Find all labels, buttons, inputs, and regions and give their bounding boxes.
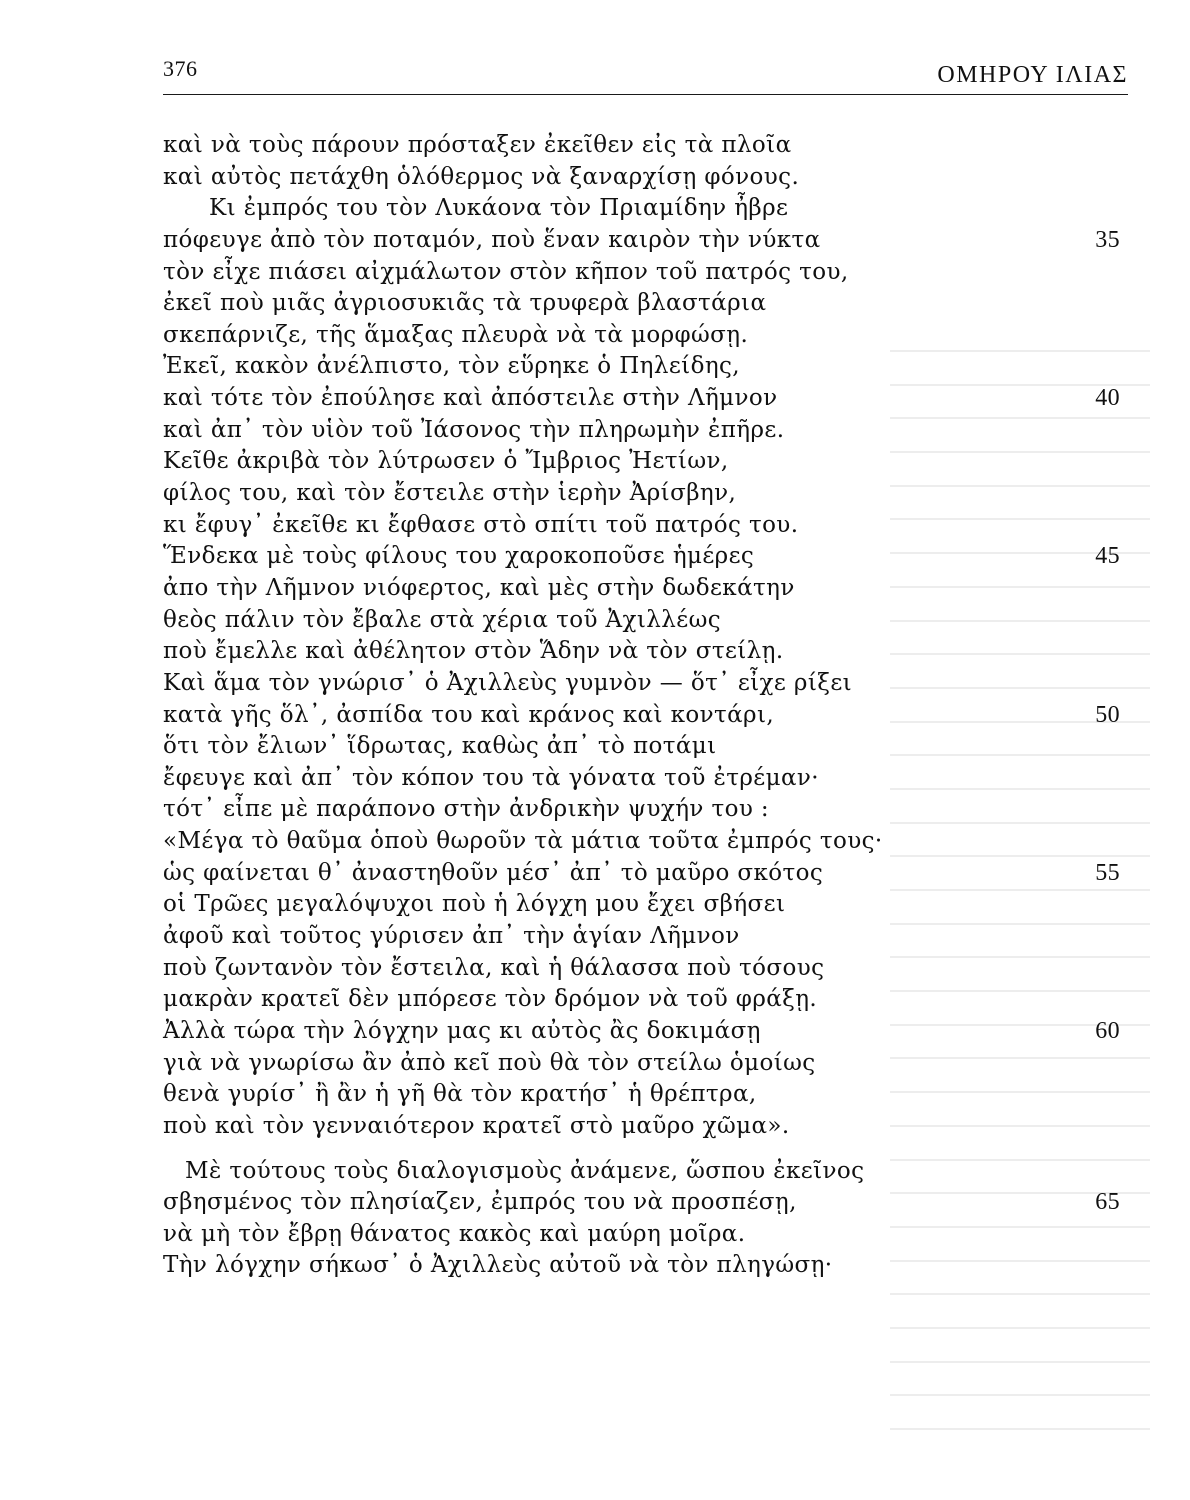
verse-line [163,763,1128,795]
verse-line [163,953,1128,985]
verse-text: νὰ μὴ τὸν ἔβρῃ θάνατος κακὸς καὶ μαύρη μοῖρα. [163,1220,746,1247]
verse-line [163,794,1128,826]
verse-text: ὡς φαίνεται θ᾽ ἀναστηθοῦν μέσ᾽ ἀπ᾽ τὸ μαῦρο σκότος [163,859,824,886]
verse-text: ποὺ ἔμελλε καὶ ἀθέλητον στὸν Ἅδην νὰ τὸν στείλῃ. [163,638,784,665]
verse-line [163,415,1128,447]
verse-line [163,510,1128,542]
verse-text: Ἀλλὰ τώρα τὴν λόγχην μας κι αὐτὸς ἂς δοκιμάσῃ [163,1017,761,1044]
verse-text: θενὰ γυρίσ᾽ ἢ ἂν ἡ γῆ θὰ τὸν κρατήσ᾽ ἡ θρέπτρα, [163,1081,757,1108]
line-number: 60 [1095,1017,1120,1044]
verse-text: τότ᾽ εἶπε μὲ παράπονο στὴν ἀνδρικὴν ψυχήν του : [163,796,770,823]
verse-text: καὶ αὐτὸς πετάχθη ὁλόθερμος νὰ ξαναρχίσῃ φόνους. [163,163,800,190]
verse-text: κατὰ γῆς ὅλ᾽, ἀσπίδα του καὶ κράνος καὶ κοντάρι, [163,701,775,728]
verse-line [163,130,1128,162]
page-header [163,52,1128,102]
verse-line [163,225,1128,257]
verse-line [163,162,1128,194]
verse-text: καὶ νὰ τοὺς πάρουν πρόσταξεν ἐκεῖθεν εἰς τὰ πλοῖα [163,132,792,158]
verse-line [163,1048,1128,1080]
verse-line [163,858,1128,890]
verse-text: ποὺ καὶ τὸν γενναιότερον κρατεῖ στὸ μαῦρο χῶμα». [163,1112,790,1139]
verse-text: φίλος του, καὶ τὸν ἔστειλε στὴν ἱερὴν Ἀρίσβην, [163,480,737,507]
verse-text: πόφευγε ἀπὸ τὸν ποταμόν, ποὺ ἕναν καιρὸν τὴν νύκτα [163,226,821,253]
verse-line [163,889,1128,921]
verse-text: σκεπάρνιζε, τῆς ἅμαξας πλευρὰ νὰ τὰ μορφώσῃ. [163,321,749,348]
verse-text: μακρὰν κρατεῖ δὲν μπόρεσε τὸν δρόμον νὰ τοῦ φράξῃ. [163,986,818,1013]
verse-line [163,1219,1128,1251]
verse-line [163,921,1128,953]
line-number: 45 [1095,543,1120,570]
line-number: 55 [1095,859,1120,886]
verse-line [163,1187,1128,1219]
verse-text: ἐκεῖ ποὺ μιᾶς ἀγριοσυκιᾶς τὰ τρυφερὰ βλαστάρια [163,290,767,317]
poem-text [163,130,1128,1282]
verse-line [163,1016,1128,1048]
verse-text: ὅτι τὸν ἔλιων᾽ ἵδρωτας, καθὼς ἀπ᾽ τὸ ποτάμι [163,733,717,760]
verse-line [163,826,1128,858]
verse-line [163,605,1128,637]
verse-line [163,446,1128,478]
verse-line [163,1156,1128,1188]
verse-text: ἀφοῦ καὶ τοῦτος γύρισεν ἀπ᾽ τὴν ἁγίαν Λῆμνον [163,923,740,950]
verse-line [163,731,1128,763]
verse-text: σβησμένος τὸν πλησίαζεν, ἐμπρός του νὰ προσπέσῃ, [163,1189,797,1216]
line-number: 50 [1095,701,1120,728]
verse-text: καὶ τότε τὸν ἐπούλησε καὶ ἀπόστειλε στὴν Λῆμνον [163,385,778,412]
verse-line [163,700,1128,732]
verse-text: Τὴν λόγχην σήκωσ᾽ ὁ Ἀχιλλεὺς αὐτοῦ νὰ τὸν πληγώσῃ· [163,1252,833,1279]
verse-text: Κι ἐμπρός του τὸν Λυκάονα τὸν Πριαμίδην ἦβρε [209,195,789,222]
running-head: ΟΜΗΡΟΥ ΙΛΙΑΣ [937,62,1128,88]
verse-text: Ἐκεῖ, κακὸν ἀνέλπιστο, τὸν εὕρηκε ὁ Πηλείδης, [163,353,740,380]
header-rule [163,94,1128,95]
verse-line [163,984,1128,1016]
verse-text: Μὲ τούτους τοὺς διαλογισμοὺς ἀνάμενε, ὥσπου ἐκεῖνος [185,1157,865,1184]
verse-line [163,288,1128,320]
line-number: 35 [1095,226,1120,253]
verse-line [163,668,1128,700]
page-number: 376 [163,56,198,81]
line-number: 65 [1095,1189,1120,1216]
verse-line [163,257,1128,289]
verse-line [163,193,1128,225]
verse-text: γιὰ νὰ γνωρίσω ἂν ἀπὸ κεῖ ποὺ θὰ τὸν στείλω ὁμοίως [163,1049,816,1076]
verse-line [163,636,1128,668]
verse-text: Ἕνδεκα μὲ τοὺς φίλους του χαροκοποῦσε ἡμέρες [163,543,755,570]
verse-text: «Μέγα τὸ θαῦμα ὁποὺ θωροῦν τὰ μάτια τοῦτα ἐμπρός τους· [163,828,883,855]
verse-line [163,1111,1128,1143]
verse-line [163,320,1128,352]
verse-text: θεὸς πάλιν τὸν ἔβαλε στὰ χέρια τοῦ Ἀχιλλέως [163,606,722,633]
line-number: 40 [1095,385,1120,412]
verse-text: Καὶ ἅμα τὸν γνώρισ᾽ ὁ Ἀχιλλεὺς γυμνὸν — ὅτ᾽ εἶχε ρίξει [163,669,853,696]
verse-text: Κεῖθε ἀκριβὰ τὸν λύτρωσεν ὁ Ἴμβριος Ἠετίων, [163,448,729,475]
verse-line [163,1250,1128,1282]
verse-text: κι ἔφυγ᾽ ἐκεῖθε κι ἔφθασε στὸ σπίτι τοῦ πατρός του. [163,511,799,538]
verse-text: οἱ Τρῶες μεγαλόψυχοι ποὺ ἡ λόγχη μου ἔχει σβήσει [163,891,786,918]
verse-line [163,351,1128,383]
verse-text: ποὺ ζωντανὸν τὸν ἔστειλα, καὶ ἡ θάλασσα ποὺ τόσους [163,954,825,981]
verse-line [163,1079,1128,1111]
verse-line [163,573,1128,605]
verse-text: τὸν εἶχε πιάσει αἰχμάλωτον στὸν κῆπον τοῦ πατρός του, [163,258,849,285]
verse-text: ἔφευγε καὶ ἀπ᾽ τὸν κόπον του τὰ γόνατα τοῦ ἐτρέμαν· [163,764,819,791]
verse-line [163,478,1128,510]
verse-text: καὶ ἀπ᾽ τὸν υἱὸν τοῦ Ἰάσονος τὴν πληρωμὴν ἐπῆρε. [163,416,785,443]
verse-line [163,383,1128,415]
verse-text: ἀπο τὴν Λῆμνον νιόφερτος, καὶ μὲς στὴν δωδεκάτην [163,574,795,601]
verse-line [163,541,1128,573]
